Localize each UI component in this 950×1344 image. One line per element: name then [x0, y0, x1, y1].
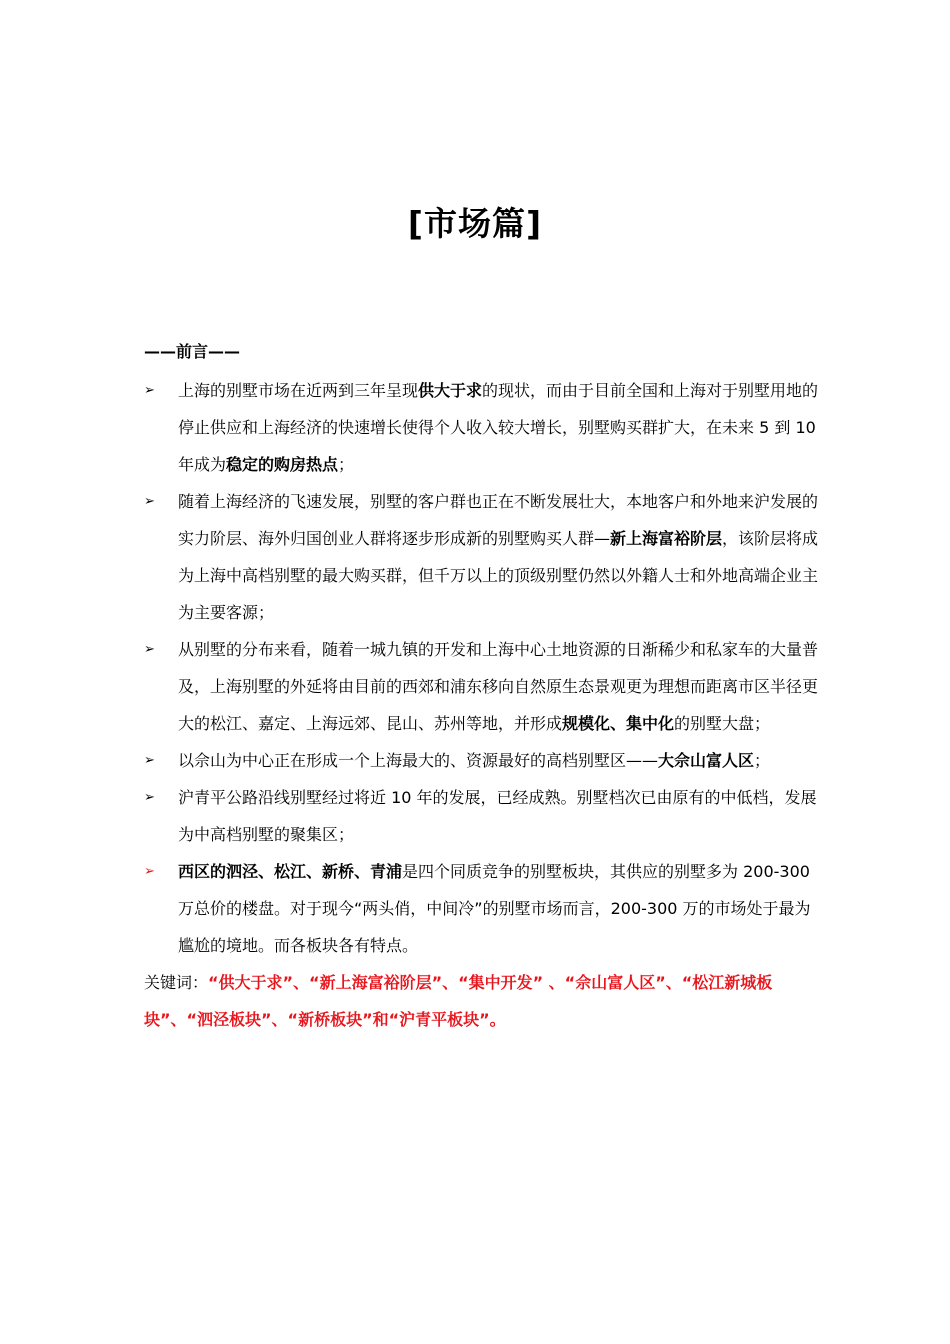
bullet-list: [144, 372, 824, 964]
bold-phrase: 规模化、集中化: [562, 714, 675, 733]
bold-phrase: 供大于求: [418, 381, 483, 400]
page-title: [市场篇]: [407, 204, 543, 243]
bullet-text: ，该阶层将成为上海中高档别墅的最大购买群，但千万以上的顶级别墅仍然以外籍人士和外地高端企业主为主要客源；: [178, 529, 819, 622]
arrow-bullet-icon: ➢: [144, 383, 155, 398]
bullet-text: ；: [338, 455, 355, 474]
arrow-bullet-icon: ➢: [144, 642, 155, 657]
list-item: [144, 779, 824, 853]
arrow-bullet-icon: ➢: [144, 753, 155, 768]
list-item: [144, 372, 824, 483]
arrow-bullet-icon: ➢: [144, 864, 155, 879]
bullet-text: 上海的别墅市场在近两到三年呈现: [178, 381, 419, 400]
bullet-text: 沪青平公路沿线别墅经过将近 10 年的发展，已经成熟。别墅档次已由原有的中低档，发展为中高档别墅的聚集区；: [178, 788, 817, 844]
list-item: [144, 483, 824, 631]
document-body: [144, 338, 824, 1038]
arrow-bullet-icon: ➢: [144, 494, 155, 509]
bullet-text: 随着上海经济的飞速发展，别墅的客户群也正在不断发展壮大，本地客户和外地来沪发展的实力阶层、海外归国创业人群将逐步形成新的别墅购买人群—: [178, 492, 819, 548]
bullet-text: 以佘山为中心正在形成一个上海最大的、资源最好的高档别墅区——: [178, 751, 659, 770]
preface-heading: ——前言——: [144, 342, 241, 361]
arrow-bullet-icon: ➢: [144, 790, 155, 805]
bullet-text: 的别墅大盘；: [674, 714, 771, 733]
bullet-text: ；: [754, 751, 771, 770]
bold-phrase: 新上海富裕阶层: [610, 529, 723, 548]
bullet-text: 的现状，而由于目前全国和上海对于别墅用地的停止供应和上海经济的快速增长使得个人收入较大增长，别墅购买群扩大，在未来 5 到 10 年成为: [178, 381, 819, 474]
list-item: [144, 631, 824, 742]
bold-phrase: 稳定的购房热点: [226, 455, 339, 474]
bullet-text: 从别墅的分布来看，随着一城九镇的开发和上海中心土地资源的日渐稀少和私家车的大量普及，上海别墅的外延将由目前的西郊和浦东移向自然原生态景观更为理想而距离市区半径更大的松江、嘉定、上海远郊、昆山、苏州等地，并形成: [178, 640, 819, 733]
list-item: [144, 742, 824, 779]
keywords-line: [144, 964, 824, 1038]
bold-phrase: 大佘山富人区: [658, 751, 755, 770]
keywords-label: 关键词：: [144, 973, 209, 992]
keywords-terms: “供大于求”、“新上海富裕阶层”、“集中开发” 、“佘山富人区”、“松江新城板块”、“泗泾板块”、“新桥板块”和“沪青平板块”。: [144, 973, 773, 1029]
list-item: [144, 853, 824, 964]
bold-phrase: 西区的泗泾、松江、新桥、青浦: [178, 862, 403, 881]
bullet-text: 是四个同质竞争的别墅板块，其供应的别墅多为 200-300 万总价的楼盘。对于现今“两头俏，中间冷”的别墅市场而言，200-300 万的市场处于最为尴尬的境地。而各板块各有特点。: [178, 862, 811, 955]
